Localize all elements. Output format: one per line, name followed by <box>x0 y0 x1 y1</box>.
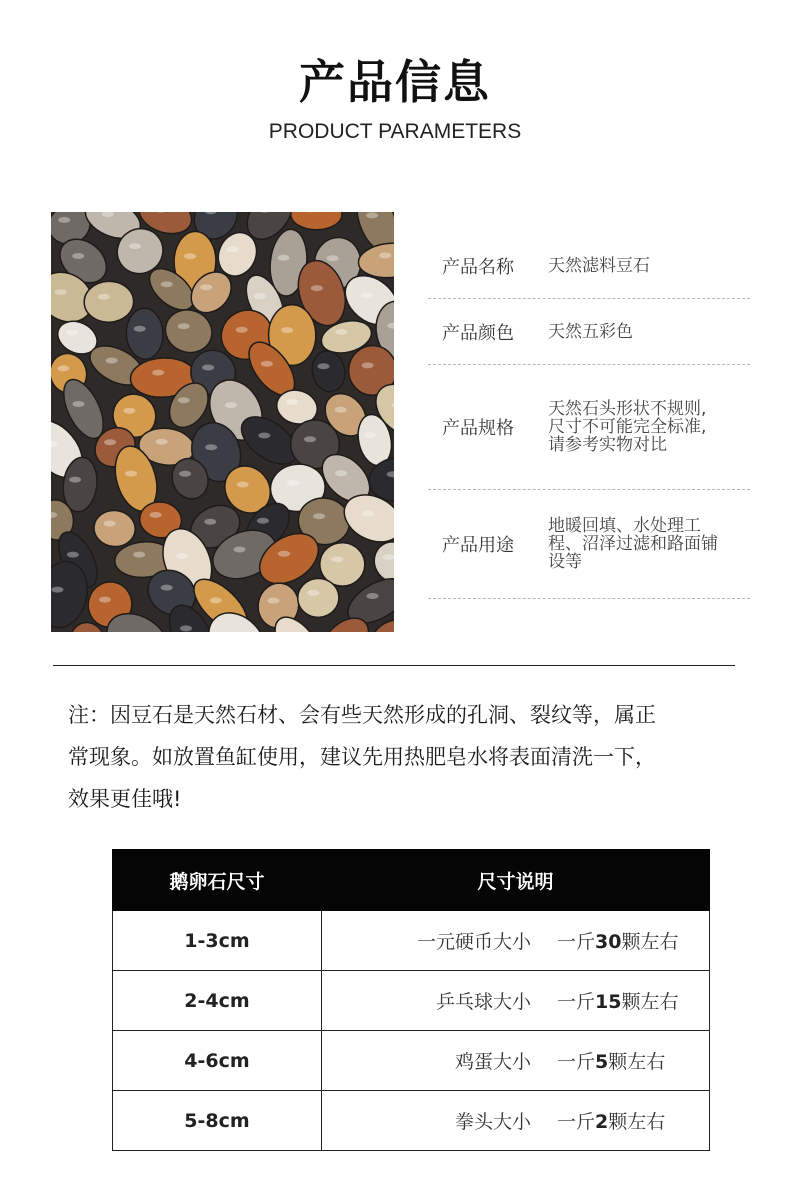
pebble-highlight <box>236 327 248 333</box>
param-value-line: 尺寸不可能完全标准, <box>548 417 707 437</box>
pebble-highlight <box>367 593 379 599</box>
pebble-highlight <box>152 370 164 376</box>
pebble-highlight <box>55 289 67 295</box>
pebble-highlight <box>234 547 246 553</box>
size-description: 鸡蛋大小 <box>454 1051 531 1073</box>
size-cell: 2-4cm <box>113 971 322 1031</box>
pebble-highlight <box>178 397 190 403</box>
pebble-highlight <box>225 402 237 408</box>
page-title: 产品信息 <box>299 55 491 109</box>
pebble-highlight <box>161 585 173 591</box>
pebble-highlight <box>362 510 374 516</box>
header-description: 尺寸说明 <box>322 850 710 911</box>
description-cell <box>322 1091 710 1151</box>
usage-note <box>68 694 748 820</box>
quantity-number: 5 <box>595 1051 609 1073</box>
pebble-highlight <box>335 329 347 335</box>
pebble-shape <box>84 281 135 323</box>
pebble-highlight <box>335 470 347 476</box>
quantity-suffix: 颗左右 <box>608 1051 666 1073</box>
page-subtitle: PRODUCT PARAMETERS <box>268 120 522 143</box>
param-row-usage <box>428 490 750 599</box>
param-row-color <box>428 299 750 365</box>
pebble-highlight <box>99 597 111 603</box>
pebble-highlight <box>52 587 64 593</box>
quantity <box>557 1047 709 1074</box>
pebble-highlight <box>281 327 293 333</box>
pebble-highlight <box>258 433 270 439</box>
pebble-highlight <box>278 255 290 261</box>
param-value <box>548 517 750 571</box>
description-cell <box>322 1031 710 1091</box>
pebble-highlight <box>226 246 238 252</box>
pebble-highlight <box>150 512 162 518</box>
note-line: 效果更佳哦! <box>68 787 182 811</box>
quantity-number: 2 <box>595 1111 609 1133</box>
quantity-prefix: 一斤 <box>557 1111 596 1133</box>
pebble-highlight <box>331 556 343 562</box>
quantity-suffix: 颗左右 <box>621 931 679 953</box>
quantity <box>557 987 709 1014</box>
quantity <box>557 1107 709 1134</box>
pebble-highlight <box>129 243 141 249</box>
pebble-highlight <box>69 477 81 483</box>
size-cell: 4-6cm <box>113 1031 322 1091</box>
param-value-line: 设等 <box>548 552 582 572</box>
pebble-highlight <box>304 436 316 442</box>
pebble-highlight <box>156 439 168 445</box>
quantity-prefix: 一斤 <box>557 1051 596 1073</box>
quantity-number: 30 <box>595 931 622 953</box>
pebble-highlight <box>202 365 214 371</box>
pebble-highlight <box>257 518 269 524</box>
pebble-highlight <box>178 323 190 329</box>
param-label: 产品规格 <box>442 418 514 439</box>
pebble-highlight <box>176 553 188 559</box>
size-cell: 1-3cm <box>113 911 322 971</box>
pebble-highlight <box>57 365 69 371</box>
section-divider <box>53 665 735 666</box>
table-row <box>113 1031 710 1091</box>
quantity <box>557 927 709 954</box>
param-value-line: 天然石头形状不规则, <box>548 399 707 419</box>
note-line: 常现象。如放置鱼缸使用，建议先用热肥皂水将表面清洗一下， <box>68 745 656 769</box>
quantity-suffix: 颗左右 <box>621 991 679 1013</box>
pebble-highlight <box>73 401 85 407</box>
pebble-highlight <box>335 407 347 413</box>
pebble-highlight <box>104 521 116 527</box>
pebble-highlight <box>180 625 192 631</box>
pebble-highlight <box>287 480 299 486</box>
param-row-spec <box>428 365 750 490</box>
quantity-suffix: 颗左右 <box>608 1111 666 1133</box>
param-label: 产品用途 <box>442 535 514 556</box>
pebble-highlight <box>261 361 273 367</box>
pebble-highlight <box>254 293 266 299</box>
pebble-highlight <box>204 519 216 525</box>
size-description: 乒乓球大小 <box>435 991 531 1013</box>
pebble-highlight <box>72 253 84 259</box>
table-row <box>113 911 710 971</box>
pebble-highlight <box>179 471 191 477</box>
pebble-highlight <box>67 552 79 558</box>
table-row <box>113 971 710 1031</box>
quantity-prefix: 一斤 <box>557 931 596 953</box>
pebble-highlight <box>133 552 145 558</box>
pebble-highlight <box>278 551 290 557</box>
param-row-name <box>428 234 750 299</box>
param-value <box>548 400 750 454</box>
param-label: 产品颜色 <box>442 322 514 344</box>
param-value-line: 请参考实物对比 <box>548 435 667 455</box>
quantity-number: 15 <box>595 991 622 1013</box>
header-size: 鹅卵石尺寸 <box>113 850 322 911</box>
param-value: 天然滤料豆石 <box>548 256 650 276</box>
pebble-highlight <box>104 439 116 445</box>
pebble-highlight <box>313 513 325 519</box>
pebble-highlight <box>200 284 212 290</box>
pebble-highlight <box>123 408 135 414</box>
pebble-highlight <box>362 362 374 368</box>
pebble-highlight <box>311 285 323 291</box>
param-label: 产品名称 <box>442 257 514 278</box>
pebble-highlight <box>205 444 217 450</box>
pebble-highlight <box>237 482 249 488</box>
description-cell <box>322 971 710 1031</box>
pebble-highlight <box>318 363 330 369</box>
pebble-highlight <box>364 432 376 438</box>
pebble-highlight <box>58 217 70 223</box>
pebble-highlight <box>125 471 137 477</box>
pebble-highlight <box>267 598 279 604</box>
product-photo <box>51 212 394 632</box>
size-cell: 5-8cm <box>113 1091 322 1151</box>
pebble-highlight <box>366 212 378 218</box>
size-description: 一元硬币大小 <box>416 931 531 953</box>
pebble-highlight <box>327 255 339 261</box>
pebble-highlight <box>379 252 391 258</box>
param-value-line: 程、沼泽过滤和路面铺 <box>548 534 718 554</box>
size-table-header <box>113 850 710 911</box>
pebble-highlight <box>184 253 196 259</box>
product-parameters <box>428 234 750 599</box>
pebble-highlight <box>98 294 110 300</box>
pebbles-image <box>51 212 394 632</box>
table-row <box>113 1091 710 1151</box>
pebble-highlight <box>286 399 298 405</box>
param-value-line: 地暖回填、水处理工 <box>548 516 701 536</box>
note-line: 注：因豆石是天然石材、会有些天然形成的孔洞、裂纹等，属正 <box>68 703 656 727</box>
pebble-highlight <box>210 597 222 603</box>
pebble-highlight <box>161 281 173 287</box>
size-description: 拳头大小 <box>454 1111 531 1133</box>
pebble-highlight <box>106 358 118 364</box>
pebble-highlight <box>307 590 319 596</box>
quantity-prefix: 一斤 <box>557 991 596 1013</box>
pebble-highlight <box>66 330 78 336</box>
param-value: 天然五彩色 <box>548 321 633 342</box>
description-cell <box>322 911 710 971</box>
pebble-highlight <box>134 326 146 332</box>
size-table <box>112 849 710 1151</box>
pebble-highlight <box>361 292 373 298</box>
